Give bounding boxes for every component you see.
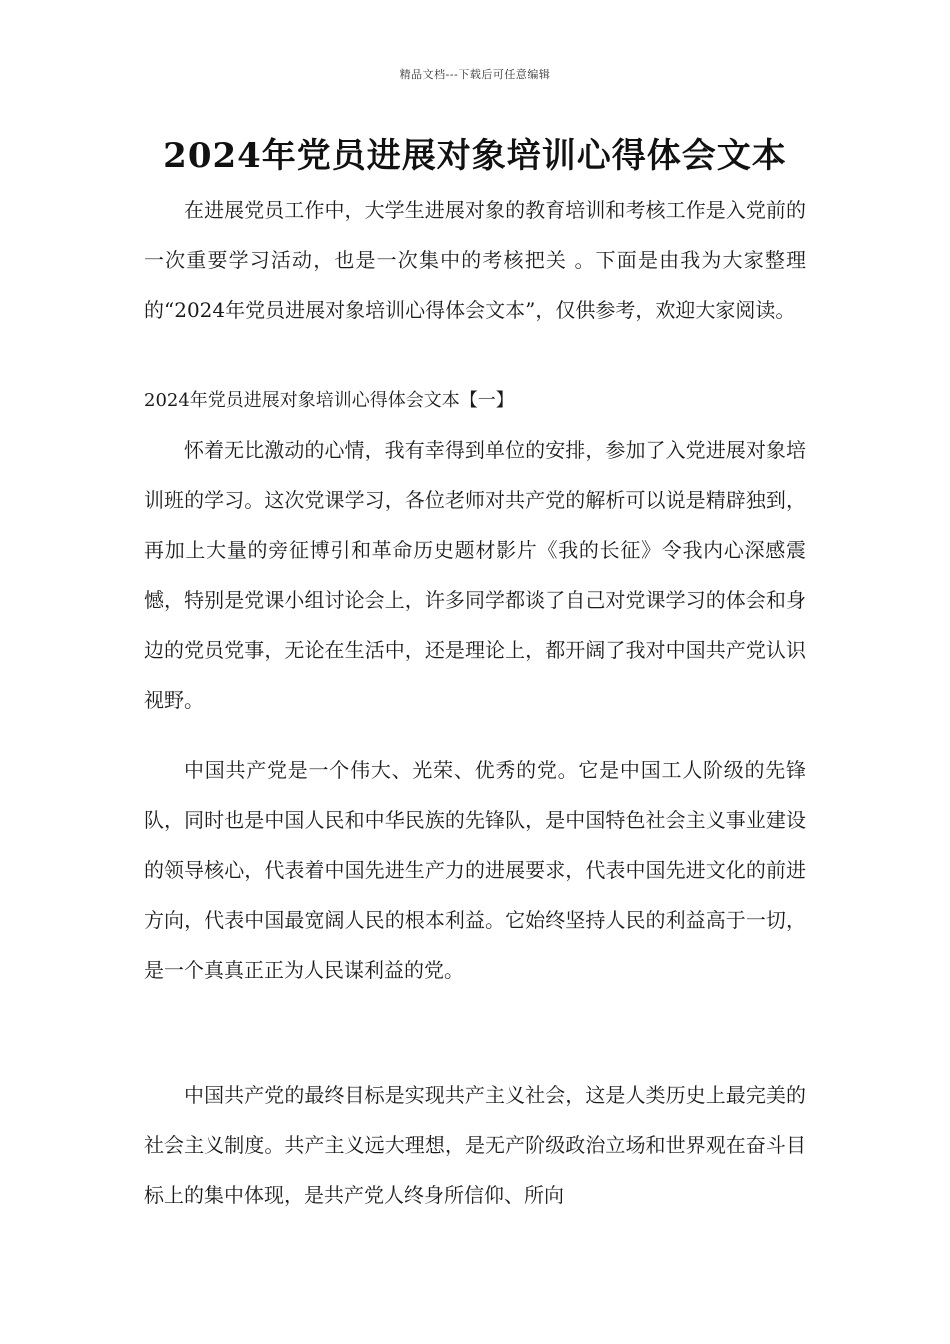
body-paragraph-3: 中国共产党的最终目标是实现共产主义社会，这是人类历史上最完美的社会主义制度。共产主义远大理想，是无产阶级政治立场和世界观在奋斗目标上的集中体现，是共产党人终身所信仰、所向 <box>144 1083 806 1207</box>
page-header-note: 精品文档---下载后可任意编辑 <box>399 68 551 81</box>
section-heading: 2024年党员进展对象培训心得体会文本【一】 <box>144 390 514 411</box>
body-paragraph-1: 怀着无比激动的心情，我有幸得到单位的安排，参加了入党进展对象培训班的学习。这次党课学习，各位老师对共产党的解析可以说是精辟独到，再加上大量的旁征博引和革命历史题材影片《我的长征》令我内心深感震憾，特别是党课小组讨论会上，许多同学都谈了自己对党课学习的体会和身边的党员党事，无论在生活中，还是理论上，都开阔了我对中国共产党认识视野。 <box>144 438 806 712</box>
document-title: 2024年党员进展对象培训心得体会文本 <box>163 136 787 176</box>
intro-paragraph: 在进展党员工作中，大学生进展对象的教育培训和考核工作是入党前的一次重要学习活动，也是一次集中的考核把关 。下面是由我为大家整理的“2024年党员进展对象培训心得体会文本”，仅供参考，欢迎大家阅读。 <box>144 198 806 322</box>
body-paragraph-2: 中国共产党是一个伟大、光荣、优秀的党。它是中国工人阶级的先锋队，同时也是中国人民和中华民族的先锋队，是中国特色社会主义事业建设的领导核心，代表着中国先进生产力的进展要求，代表中国先进文化的前进方向，代表中国最宽阔人民的根本利益。它始终坚持人民的利益高于一切，是一个真真正正为人民谋利益的党。 <box>144 758 806 982</box>
